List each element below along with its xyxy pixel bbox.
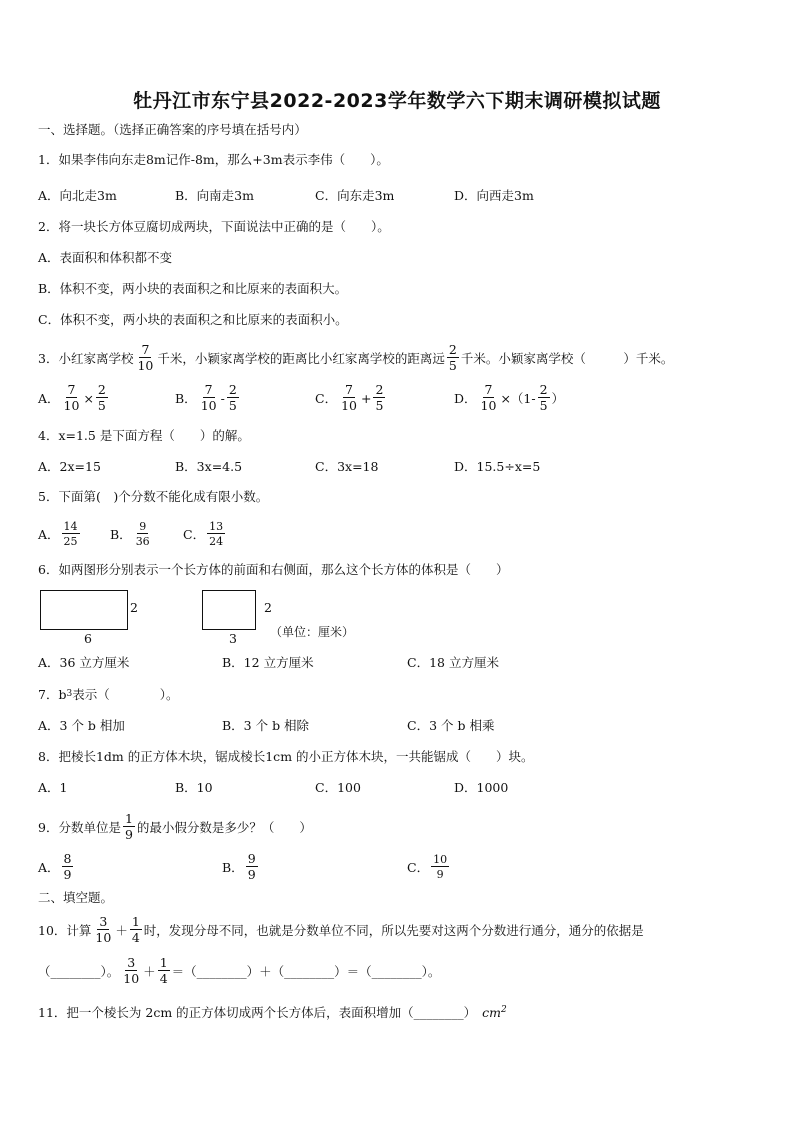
- question-5: 5．下面第( )个分数不能化成有限小数。: [38, 489, 269, 504]
- question-1: 1．如果李伟向东走8m记作-8m，那么+3m表示李伟（ ）。: [38, 152, 389, 167]
- question-2-option-b[interactable]: B．体积不变，两小块的表面积之和比原来的表面积大。: [38, 281, 348, 296]
- question-2: 2．将一块长方体豆腐切成两块，下面说法中正确的是（ ）。: [38, 219, 390, 234]
- fraction: $\frac{14}{25}$: [63, 520, 78, 548]
- side-face-height-label: 2: [264, 600, 272, 615]
- option-a[interactable]: A．向北走3m: [38, 188, 117, 203]
- question-5-options: [38, 516, 438, 552]
- answer-blanks-sum[interactable]: ＝（________）＋（________）＝（________）。: [171, 964, 441, 979]
- fraction: $\frac{3}{10}$: [123, 954, 140, 986]
- front-face-rectangle: [40, 590, 128, 630]
- option-a[interactable]: A．1: [38, 780, 68, 795]
- question-10: 10．计算 $\frac{3}{10}$ ＋ $\frac{1}{4}$ 时，发现分母不同，也就是分数单位不同，所以先要对这两个分数进行通分，通分的依据是: [38, 913, 644, 945]
- fraction: $\frac{13}{24}$: [209, 520, 224, 548]
- fraction: $\frac{2}{5}$: [539, 381, 548, 413]
- option-c[interactable]: C． $\frac{13}{24}$: [183, 520, 224, 548]
- option-c[interactable]: C．3x=18: [315, 459, 379, 474]
- option-a[interactable]: A．3 个 b 相加: [38, 718, 125, 733]
- option-c[interactable]: C．18 立方厘米: [407, 655, 499, 670]
- option-c[interactable]: C． $\frac{10}{9}$: [407, 853, 448, 881]
- option-a[interactable]: A．2x=15: [38, 459, 101, 474]
- fraction: $\frac{7}{10}$: [480, 381, 497, 413]
- unit-note: （单位：厘米）: [270, 625, 355, 639]
- option-c[interactable]: C．向东走3m: [315, 188, 395, 203]
- question-9-options: [38, 848, 738, 886]
- fraction: $\frac{1}{9}$: [124, 810, 133, 842]
- question-10-line-2: （________）。 $\frac{3}{10}$ ＋ $\frac{1}{4}$ ＝（________）＋（________）＝（________）。: [38, 954, 441, 986]
- option-d[interactable]: D．15.5÷x=5: [454, 459, 541, 474]
- option-b[interactable]: B． $\frac{9}{36}$: [110, 520, 150, 548]
- fraction: $\frac{8}{9}$: [63, 850, 72, 882]
- unit-square-cm: $cm^2$: [482, 1004, 507, 1020]
- fraction: $\frac{1}{4}$: [131, 913, 140, 945]
- question-6-options: [38, 651, 738, 673]
- option-a[interactable]: A． $\frac{7}{10}$ × $\frac{2}{5}$: [38, 381, 106, 413]
- page-title: 牡丹江市东宁县2022-2023学年数学六下期末调研模拟试题: [133, 90, 661, 112]
- option-d[interactable]: D．1000: [454, 780, 509, 795]
- option-d[interactable]: D．向西走3m: [454, 188, 534, 203]
- question-7-options: [38, 714, 738, 736]
- side-face-width-label: 3: [229, 631, 237, 646]
- option-b[interactable]: B．3x=4.5: [175, 459, 243, 474]
- option-a[interactable]: A． $\frac{8}{9}$: [38, 850, 72, 882]
- fraction: $\frac{2}{5}$: [97, 381, 106, 413]
- section-choice-heading: 一、选择题。（选择正确答案的序号填在括号内）: [38, 122, 307, 137]
- option-b[interactable]: B．3 个 b 相除: [222, 718, 310, 733]
- question-9: 9．分数单位是 $\frac{1}{9}$ 的最小假分数是多少？（ ）: [38, 810, 312, 842]
- fraction: $\frac{1}{4}$: [159, 954, 168, 986]
- question-3: 3．小红家离学校 $\frac{7}{10}$ 千米，小颖家离学校的距离比小红家离学校的距离远 $\frac{2}{5}$ 千米。小颖家离学校（ ）千米。: [38, 341, 674, 373]
- question-3-options: [38, 380, 758, 416]
- fraction: $\frac{7}{10}$: [200, 381, 217, 413]
- option-c[interactable]: C． $\frac{7}{10}$ + $\frac{2}{5}$: [315, 381, 384, 413]
- fraction: $\frac{2}{5}$: [448, 341, 457, 373]
- option-d[interactable]: D． $\frac{7}{10}$ ×（1- $\frac{2}{5}$ ）: [454, 381, 565, 413]
- fraction: $\frac{3}{10}$: [95, 913, 112, 945]
- front-face-height-label: 2: [130, 600, 138, 615]
- fraction: $\frac{9}{9}$: [247, 850, 256, 882]
- side-face-rectangle: [202, 590, 256, 630]
- question-8: 8．把棱长1dm 的正方体木块，锯成棱长1cm 的小正方体木块，一共能锯成（ ）块。: [38, 749, 534, 764]
- fraction: $\frac{10}{9}$: [433, 853, 448, 881]
- answer-blank[interactable]: 11．把一个棱长为 2cm 的正方体切成两个长方体后，表面积增加（________）: [38, 1005, 477, 1020]
- fraction: $\frac{9}{36}$: [135, 520, 150, 548]
- option-a[interactable]: A．36 立方厘米: [38, 655, 130, 670]
- fraction: $\frac{7}{10}$: [63, 381, 80, 413]
- option-b[interactable]: B．向南走3m: [175, 188, 254, 203]
- answer-blank-basis[interactable]: （________）。: [38, 964, 120, 979]
- front-face-width-label: 6: [84, 631, 92, 646]
- question-2-option-c[interactable]: C．体积不变，两小块的表面积之和比原来的表面积小。: [38, 312, 348, 327]
- option-c[interactable]: C．100: [315, 780, 361, 795]
- question-1-options: [38, 184, 758, 206]
- fraction: $\frac{7}{10}$: [341, 381, 357, 413]
- question-7: 7．b 3 表示（ ）。: [38, 687, 179, 702]
- option-b[interactable]: B．12 立方厘米: [222, 655, 314, 670]
- question-11: [38, 1001, 507, 1023]
- fraction: $\frac{2}{5}$: [375, 381, 384, 413]
- question-8-options: [38, 776, 758, 798]
- fraction: $\frac{2}{5}$: [228, 381, 237, 413]
- question-4-options: [38, 455, 758, 477]
- question-6: 6．如两图形分别表示一个长方体的前面和右侧面，那么这个长方体的体积是（ ）: [38, 562, 509, 577]
- option-c[interactable]: C．3 个 b 相乘: [407, 718, 495, 733]
- section-fill-heading: 二、填空题。: [38, 890, 114, 905]
- question-4: 4．x=1.5 是下面方程（ ）的解。: [38, 428, 250, 443]
- fraction: $\frac{7}{10}$: [137, 341, 154, 373]
- option-b[interactable]: B． $\frac{7}{10}$ - $\frac{2}{5}$: [175, 381, 237, 413]
- option-a[interactable]: A． $\frac{14}{25}$: [38, 520, 78, 548]
- option-b[interactable]: B． $\frac{9}{9}$: [222, 850, 256, 882]
- question-2-option-a[interactable]: A．表面积和体积都不变: [38, 250, 173, 265]
- option-b[interactable]: B．10: [175, 780, 213, 795]
